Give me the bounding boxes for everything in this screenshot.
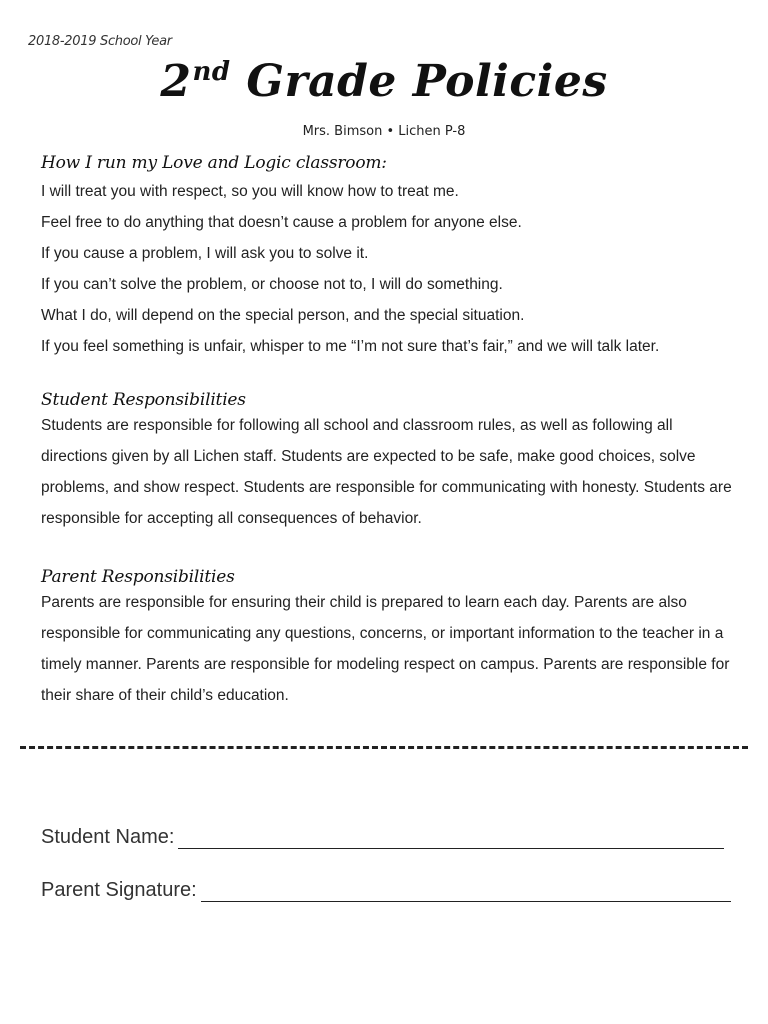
parent-responsibilities-heading: Parent Responsibilities	[41, 567, 235, 587]
classroom-line: If you feel something is unfair, whisper to me “I’m not sure that’s fair,” and we will talk later.	[41, 338, 660, 355]
student-responsibilities-section	[41, 390, 741, 534]
parent-signature-field	[41, 879, 731, 902]
parent-responsibilities-text: Parents are responsible for ensuring their child is prepared to learn each day. Parents are also responsible for communicating any questions, concerns, or important information to the teacher in a timely manner. Parents are responsible for modeling respect on campus. Parents are responsible for their share of their child’s education.	[41, 594, 730, 704]
parent-signature-input-line[interactable]	[201, 879, 731, 902]
student-responsibilities-text: Students are responsible for following all school and classroom rules, as well as following all directions given by all Lichen staff. Students are expected to be safe, make good choices, solve problems, and show respect. Students are responsible for communicating with honesty. Students are responsible for accepting all consequences of behavior.	[41, 417, 732, 527]
student-name-input-line[interactable]	[178, 826, 724, 849]
title-text: Grade Policies	[230, 56, 608, 107]
title-number: 2	[160, 56, 192, 107]
page-title	[0, 56, 768, 107]
school-year: 2018-2019 School Year	[28, 34, 172, 49]
student-name-label: Student Name:	[41, 826, 175, 848]
classroom-line: If you can’t solve the problem, or choose not to, I will do something.	[41, 276, 503, 293]
student-responsibilities-heading: Student Responsibilities	[41, 390, 246, 410]
classroom-lines	[41, 176, 741, 362]
classroom-line: What I do, will depend on the special person, and the special situation.	[41, 307, 525, 324]
classroom-heading: How I run my Love and Logic classroom:	[41, 153, 387, 173]
title-ordinal: nd	[192, 57, 231, 87]
teacher-subtitle: Mrs. Bimson • Lichen P-8	[302, 124, 466, 139]
cut-line-divider	[20, 746, 748, 749]
classroom-line: Feel free to do anything that doesn’t cause a problem for anyone else.	[41, 214, 522, 231]
classroom-line: I will treat you with respect, so you will know how to treat me.	[41, 183, 459, 200]
classroom-section	[41, 153, 741, 362]
parent-responsibilities-section	[41, 567, 741, 711]
classroom-line: If you cause a problem, I will ask you to solve it.	[41, 245, 369, 262]
parent-signature-label: Parent Signature:	[41, 879, 197, 901]
student-name-field	[41, 826, 724, 849]
